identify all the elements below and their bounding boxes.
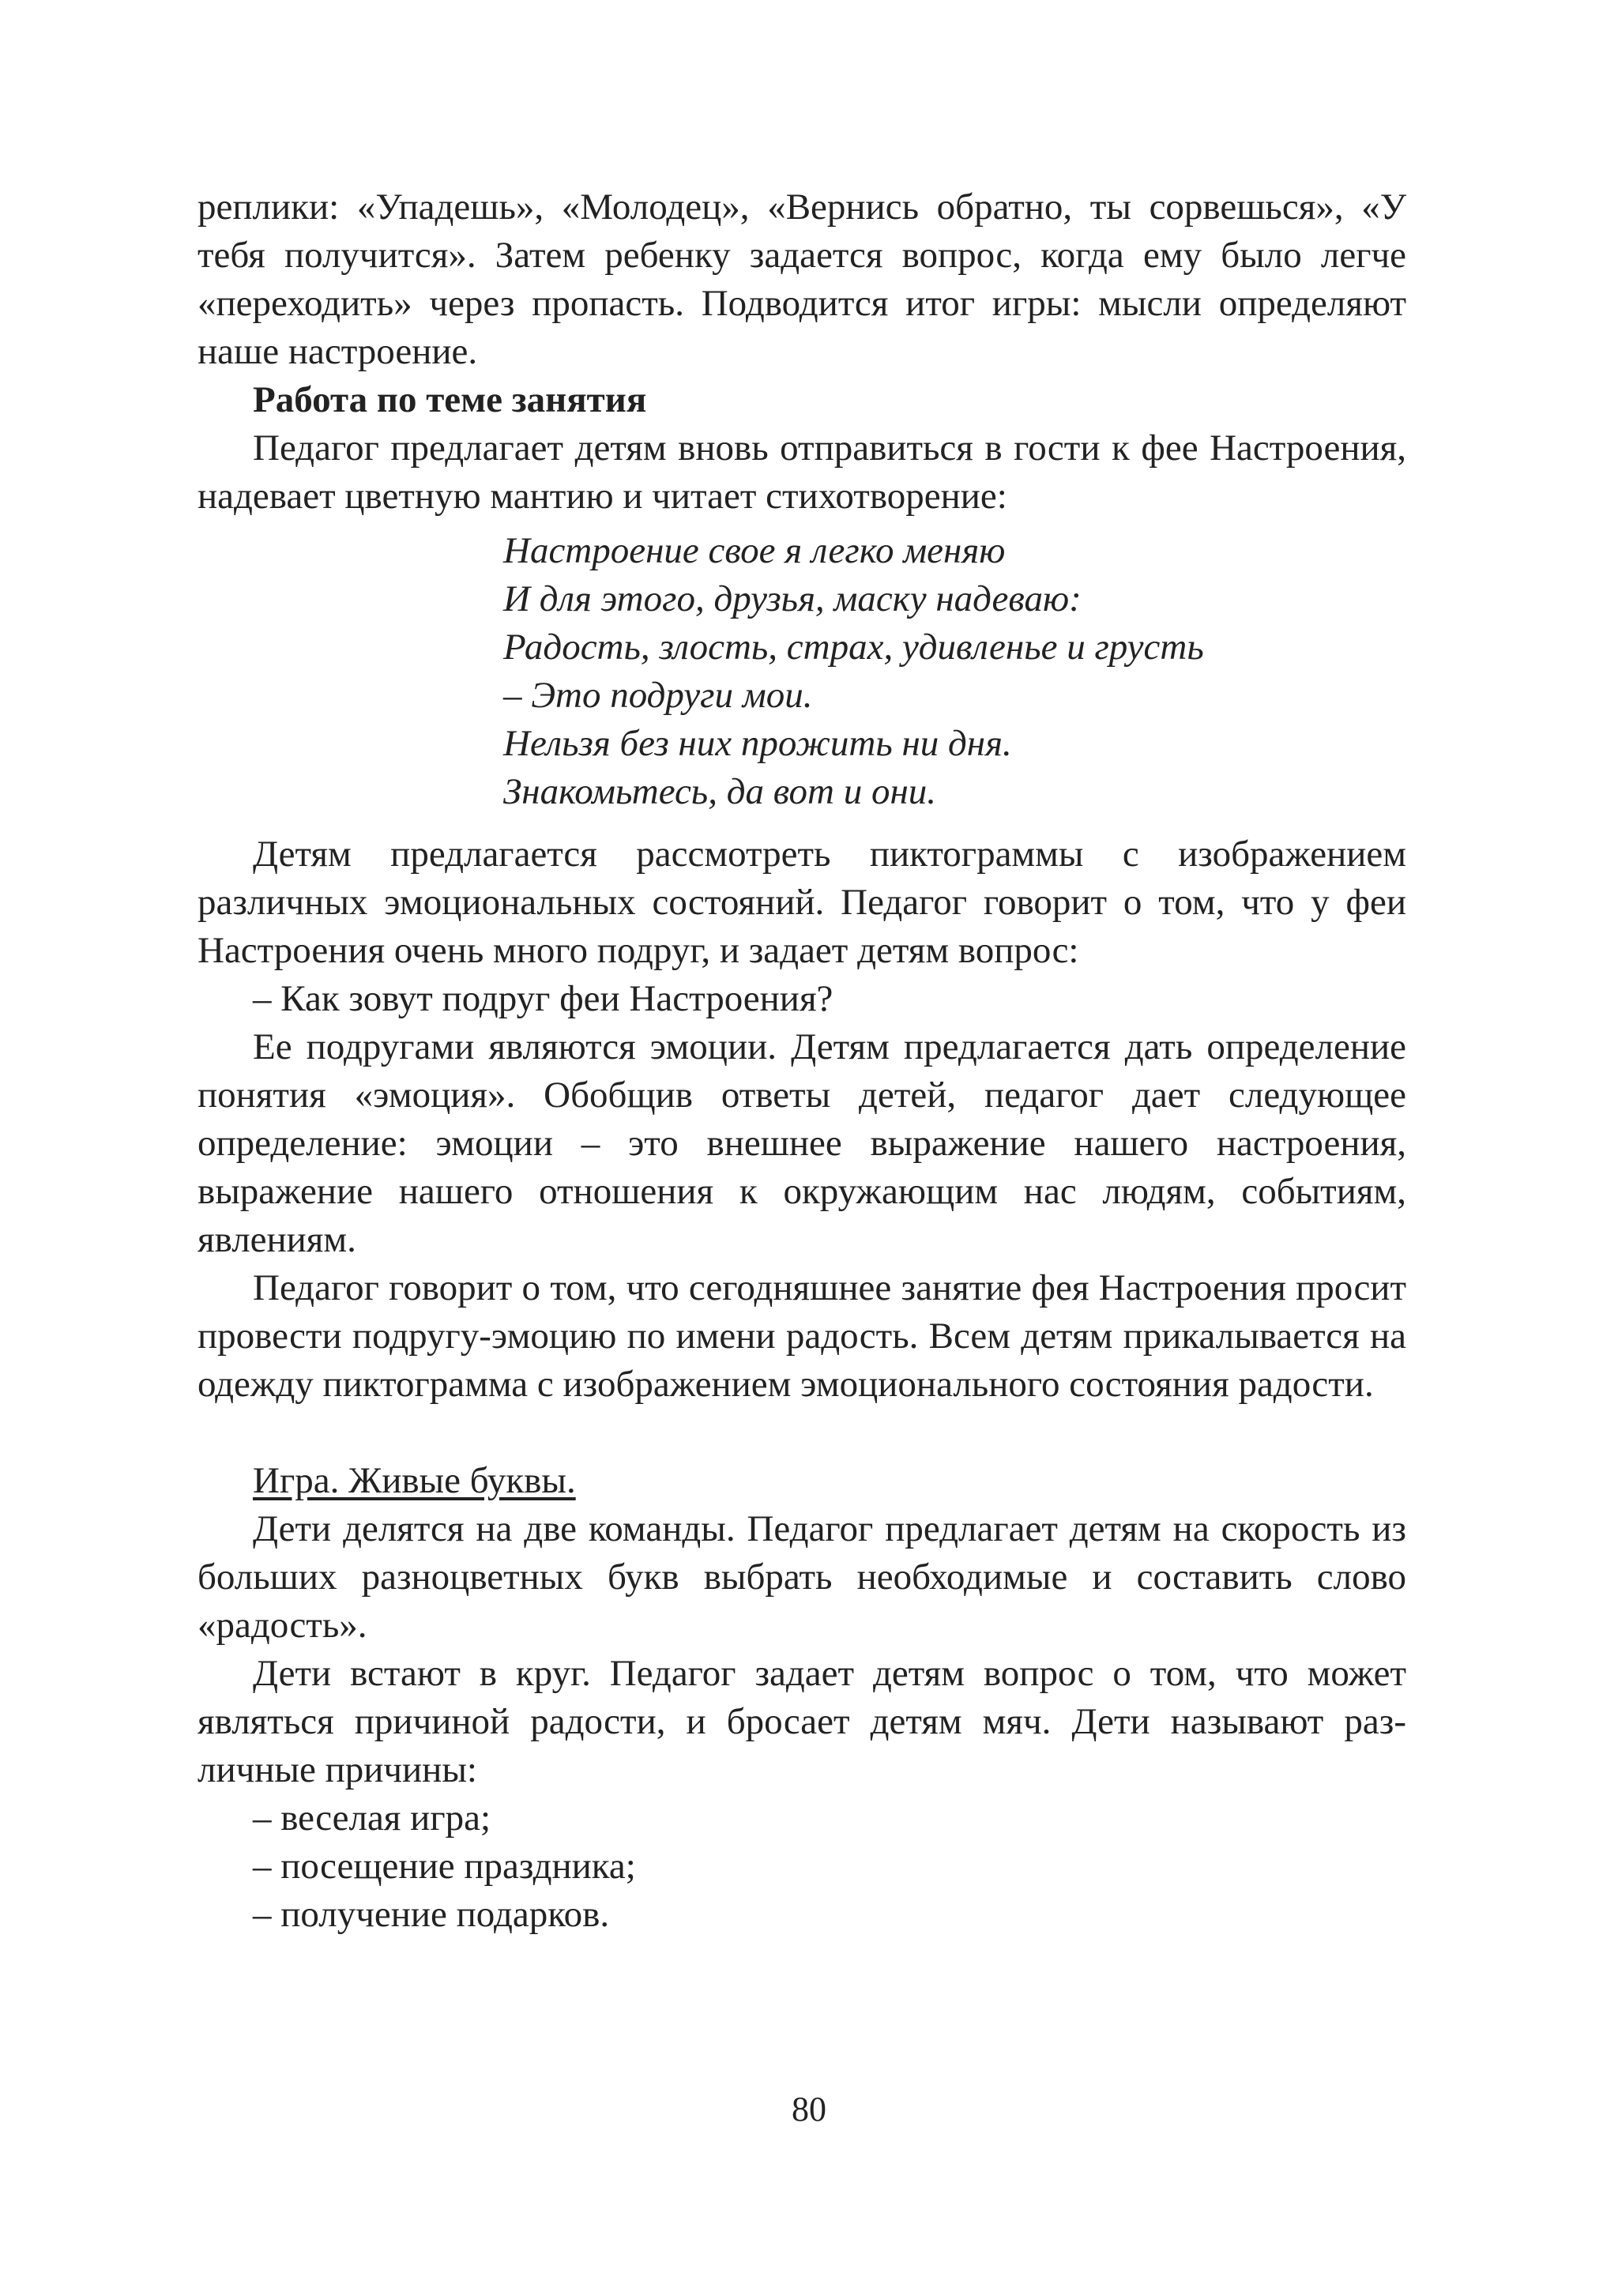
reason-item: – веселая игра;: [253, 1797, 491, 1839]
paragraph-fairy: Педагог предлагает детям вновь отправиться в гости к фее Настроения, надевает цветную мантию и читает стихотворение:: [198, 427, 1406, 517]
poem-line: Знакомьтесь, да вот и они.: [503, 771, 937, 812]
paragraph-emotions: Ее подругами являются эмоции. Детям предлагается дать определение понятия «эмоция». Обобщив ответы детей, педагог дает следующее определение: эмоции – это внешнее выражение нашего настроения, выражение нашего отношения к окружающим нас людям, событиям, явлениям.: [198, 1026, 1406, 1260]
paragraph-pictograms: Детям предлагается рассмотреть пиктограммы с изображением различных эмоциональных состояний. Педагог говорит о том, что у феи Настроения очень много подруг, и задает детям вопрос:: [198, 834, 1406, 971]
reason-item: – посещение праздника;: [253, 1846, 636, 1887]
poem: [198, 527, 1406, 816]
page-body: [198, 183, 1406, 1939]
paragraph-joy: Педагог говорит о том, что сегодняшнее занятие фея Настроения просит провести подругу-эмоцию по имени радость. Всем детям прикалывается на одежду пиктограмма с изображением эмоционального состояния радости.: [198, 1267, 1406, 1405]
poem-line: И для этого, друзья, маску надеваю:: [503, 578, 1082, 619]
poem-line: Нельзя без них прожить ни дня.: [503, 723, 1012, 764]
page-number: 80: [792, 2090, 826, 2129]
paragraph-intro: реплики: «Упадешь», «Молодец», «Вернись обратно, ты сорвешься», «У тебя получится». Затем ребенку задается вопрос, когда ему было легче «переходить» через пропасть. Подводится итог игры: мысли определяют наше настроение.: [198, 186, 1406, 372]
poem-line: – Это подруги мои.: [503, 675, 813, 716]
reason-item: – получение подарков.: [253, 1894, 610, 1935]
poem-line: Радость, злость, страх, удивленье и грусть: [503, 627, 1204, 668]
poem-line: Настроение свое я легко меняю: [503, 530, 1006, 571]
question-line: – Как зовут подруг феи Настроения?: [253, 978, 833, 1019]
paragraph-circle: Дети встают в круг. Педагог задает детям вопрос о том, что может являться причиной радости, и бросает детям мяч. Дети называют различные причины:: [198, 1653, 1406, 1790]
game-title: Игра. Живые буквы.: [253, 1460, 576, 1501]
paragraph-teams: Дети делятся на две команды. Педагог предлагает детям на скорость из больших разноцветных букв выбрать необходимые и состaвить слово «радость».: [198, 1508, 1406, 1646]
section-heading: Работа по теме занятия: [253, 379, 647, 420]
